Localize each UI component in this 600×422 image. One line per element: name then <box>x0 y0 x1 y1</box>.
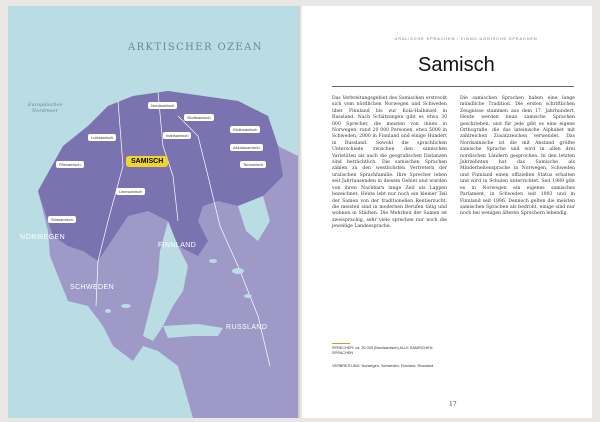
footnote-speakers: SPRECHER: ca. 30 000 (Nordsamisch) ALLE SAMISCHEN SPRACHEN <box>332 346 433 356</box>
footnote-rule <box>332 343 350 344</box>
body-text-right-column: Die samischen Sprachen haben eine lange mündliche Tradition. Die ersten schriftlichen Zeugnisse stammen aus dem 17. Jahrhundert. Heute werden neun samische Sprachen geschrieben, und für jede gibt es eine eigene Orthografie, die das lateinische Alphabet mit zahlreichen Zusatzzeichen verwendet. Das Nordsamische ist die mit Abstand größte samische Sprache und wird in allen drei nordischen Ländern gesprochen. In den letzten Jahrzehnten hat das Samische als Minderheitensprache in Norwegen, Schweden und Finnland einen offiziellen Status erhalten und wird in Schulen unterrichtet. Seit 1989 gibt es in Norwegen ein eigenes samisches Parlament, in Schweden seit 1993 und in Finnland seit 1996. Dennoch gelten die meisten samischen Sprachen als bedroht, einige sind nur noch bei wenigen älteren Sprechern lebendig. <box>460 96 575 217</box>
dialect-label-nordsamisch: Nordsamisch <box>148 102 177 109</box>
dialect-label-inarisamisch: Inarisamisch <box>163 132 191 139</box>
page-number: 17 <box>449 401 457 408</box>
dialect-label-lulesamisch: Lulesamisch <box>88 134 116 141</box>
dialect-label-akkalasamisch: Akkalasamisch <box>230 144 263 151</box>
country-label-norway: NORWEGEN <box>20 234 66 241</box>
body-text-left-column: Das Verbreitungsgebiet des Samischen erstreckt sich vom nördlichen Norwegen und Schweden über Finnland bis zur Kola-Halbinsel in Russland. Nach Schätzungen gibt es etwa 30 000 Sprecher, die meisten von ihnen in Norwegen, rund 20 000 Personen, etwa 5000 in Schweden, 2000 in Finnland und einige Hundert in Russland. Sowohl die sprachlichen Unterschiede zwischen den samischen Varietäten als auch die geografischen Distanzen sind beträchtlich. Die samischen Sprachen zählen zu den westlichsten Vertretern der uralischen Sprachfamilie. Ihre Sprecher leben seit Jahrtausenden in diesem Gebiet und wurden von ihren Nachbarn lange Zeit als Lappen bezeichnet. Heute lebt nur noch ein kleiner Teil der Samen von der traditionellen Rentierzucht, die meisten sind in modernen Berufen tätig und wohnen in Städten. Die Mehrheit der Samen ist zweisprachig, sehr viele sprechen nur noch die jeweilige Landessprache. <box>332 96 447 230</box>
scandinavia-map <box>8 6 298 418</box>
norwegian-sea-label: Europäisches Nordmeer <box>27 102 63 114</box>
footnote-distribution: VERBREITUNG: Norwegen, Schweden, Finnland, Russland <box>332 364 434 368</box>
country-label-sweden: SCHWEDEN <box>70 284 115 291</box>
title-rule <box>332 86 574 87</box>
dialect-label-skoltsamisch: Skoltsamisch <box>184 114 214 121</box>
page-title: Samisch <box>418 54 495 76</box>
text-page <box>302 6 592 418</box>
country-label-russia: RUSSLAND <box>226 324 268 331</box>
dialect-label-pitesamisch: Pitesamisch <box>56 161 84 168</box>
country-label-finland: FINNLAND <box>158 242 197 249</box>
samisch-highlight-label: SAMISCH <box>126 156 168 167</box>
dialect-label-kildinsamisch: Kildinsamisch <box>230 126 260 133</box>
map-page <box>8 6 298 418</box>
dialect-label-tersamisch: Tersamisch <box>240 161 266 168</box>
section-header: URALISCHE SPRACHEN / FINNO-UGRISCHE SPRACHEN <box>394 36 538 41</box>
arctic-ocean-label: ARKTISCHER OZEAN <box>128 42 263 53</box>
dialect-label-suedsamisch: Südsamisch <box>48 216 76 223</box>
dialect-label-umesamisch: Umesamisch <box>116 188 145 195</box>
